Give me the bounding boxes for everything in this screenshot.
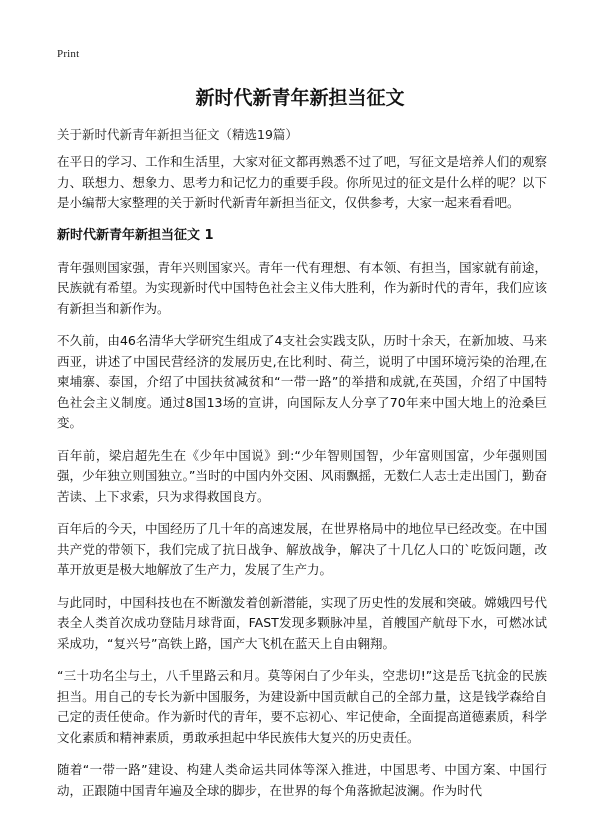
document-subtitle: 关于新时代新青年新担当征文（精选19篇） xyxy=(57,127,298,142)
print-link[interactable]: Print xyxy=(57,48,80,60)
body-paragraph: 与此同时，中国科技也在不断激发着创新潜能，实现了历史性的发展和突破。嫦娥四号代表全人类首次成功登陆月球背面，FAST发现多颗脉冲星，首艘国产航母下水，可燃冰试采成功，“复兴号”高铁上路，国产大飞机在蓝天上自由翱翔。 xyxy=(57,594,547,651)
body-paragraph: 百年后的今天，中国经历了几十年的高速发展，在世界格局中的地位早已经改变。在中国共产党的带领下，我们完成了抗日战争、解放战争，解决了十几亿人口的`吃饭问题，改革开放更是极大地解放了生产力，发展了生产力。 xyxy=(57,521,547,577)
document-body xyxy=(57,152,547,813)
body-paragraph: 随着“一带一路”建设、构建人类命运共同体等深入推进，中国思考、中国方案、中国行动，正跟随中国青年遍及全球的脚步，在世界的每个角落掀起波澜。作为时代 xyxy=(57,762,547,798)
body-paragraph: 百年前，梁启超先生在《少年中国说》到:“少年智则国智，少年富则国富，少年强则国强，少年独立则国独立。”当时的中国内外交困、风雨飘摇，无数仁人志士走出国门，勤奋苦读、上下求索，只为求得救国良方。 xyxy=(57,447,547,504)
body-paragraph: “三十功名尘与土，八千里路云和月。莫等闲白了少年头，空悲切!”这是岳飞抗金的民族担当。用自己的专长为新中国服务，为建设新中国贡献自己的全部力量，这是钱学森给自己定的责任使命。作为新时代的青年，要不忘初心、牢记使命，全面提高道德素质，科学文化素质和精神素质，勇敢承担起中华民族伟大复兴的历史责任。 xyxy=(57,668,547,745)
body-paragraph: 青年强则国家强，青年兴则国家兴。青年一代有理想、有本领、有担当，国家就有前途，民族就有希望。为实现新时代中国特色社会主义伟大胜利，作为新时代的青年，我们应该有新担当和新作为。 xyxy=(57,259,547,316)
intro-paragraph: 在平日的学习、工作和生活里，大家对征文都再熟悉不过了吧，写征文是培养人们的观察力、联想力、想象力、思考力和记忆力的重要手段。你所见过的征文是什么样的呢？以下是小编帮大家整理的关于新时代新青年新担当征文，仅供参考，大家一起来看看吧。 xyxy=(57,154,547,210)
section-heading: 新时代新青年新担当征文 1 xyxy=(57,227,214,243)
page-title: 新时代新青年新担当征文 xyxy=(195,87,405,109)
body-paragraph: 不久前，由46名清华大学研究生组成了4支社会实践支队，历时十余天，在新加坡、马来西亚，讲述了中国民营经济的发展历史,在比利时、荷兰，说明了中国环境污染的治理,在柬埔寨、泰国，介绍了中国扶贫减贫和“一带一路”的举措和成就,在英国，介绍了中国特色社会主义制度。通过8国13场的宣讲，向国际友人分享了70年来中国大地上的沧桑巨变。 xyxy=(57,333,547,430)
